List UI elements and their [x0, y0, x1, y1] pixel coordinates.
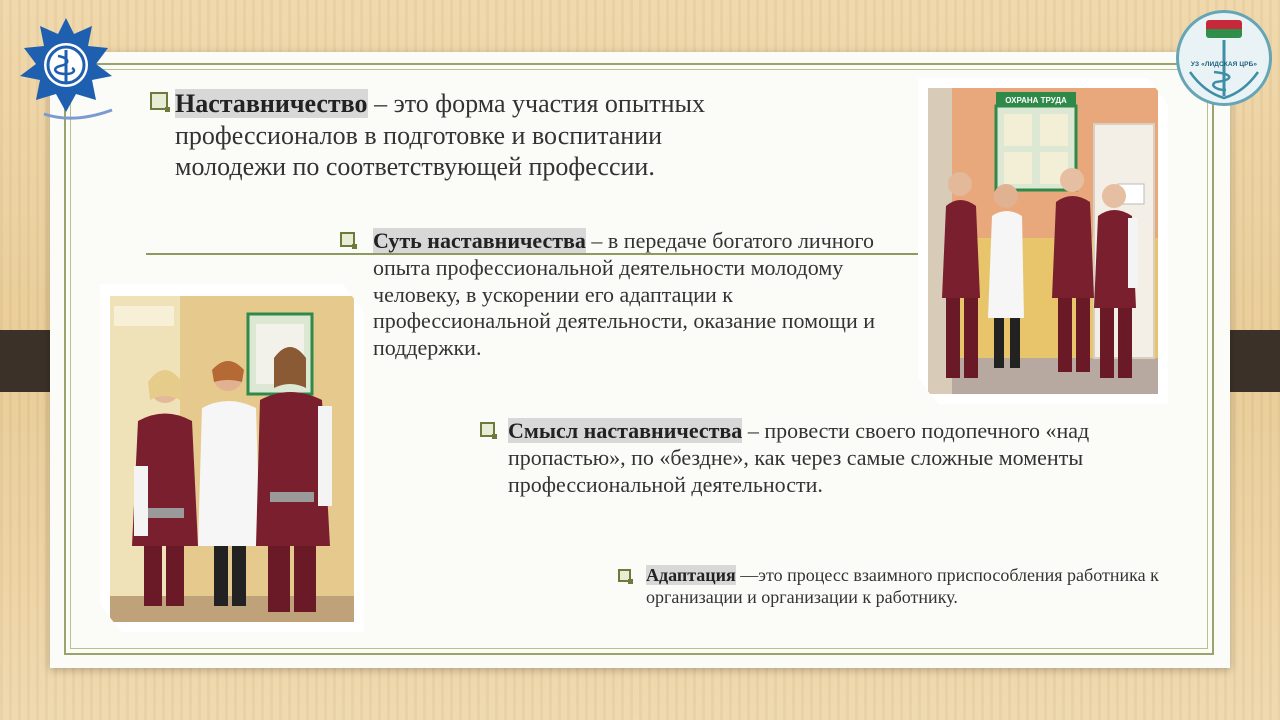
square-bullet-icon [340, 232, 355, 247]
hospital-logo [1176, 10, 1272, 106]
definition-text [150, 88, 710, 183]
definition-block [150, 88, 710, 183]
meaning-text [480, 418, 1120, 498]
adaptation-text [618, 565, 1198, 609]
adaptation-term: Адаптация [646, 565, 736, 585]
square-bullet-icon [480, 422, 495, 437]
meaning-block [480, 418, 1120, 498]
square-bullet-icon [150, 92, 168, 110]
safety-board-sign: ОХРАНА ТРУДА [1005, 96, 1067, 105]
photo-mentors-corridor [100, 284, 364, 632]
photo-team-door [918, 78, 1168, 404]
essence-body: – в передаче богатого личного опыта профессиональной деятельности молодому человеку, в ускорении его адаптации к профессиональной деятельности, оказание помощи и поддержки. [373, 228, 876, 361]
healthcare-emblem-icon [14, 14, 118, 124]
square-bullet-icon [618, 569, 631, 582]
meaning-term: Смысл наставничества [508, 418, 743, 443]
photo-mentors-corridor-image [110, 296, 354, 622]
essence-block [340, 228, 910, 362]
essence-text [340, 228, 910, 362]
adaptation-body: —это процесс взаимного приспособления работника к организации и организации к работнику. [646, 565, 1159, 607]
essence-term: Суть наставничества [373, 228, 586, 253]
hospital-logo-caduceus-icon [1176, 10, 1272, 106]
definition-body: – это форма участия опытных профессионалов в подготовке и воспитании молодежи по соответствующей профессии. [175, 89, 706, 182]
healthcare-emblem-logo [14, 14, 118, 124]
meaning-body: – провести своего подопечного «над пропастью», по «бездне», как через самые сложные моменты профессиональной деятельности. [508, 418, 1090, 497]
hospital-org-name: УЗ «ЛИДСКАЯ ЦРБ» [1190, 61, 1258, 68]
photo-team-door-image [928, 88, 1158, 394]
adaptation-block [618, 565, 1198, 609]
definition-term: Наставничество [175, 89, 368, 118]
